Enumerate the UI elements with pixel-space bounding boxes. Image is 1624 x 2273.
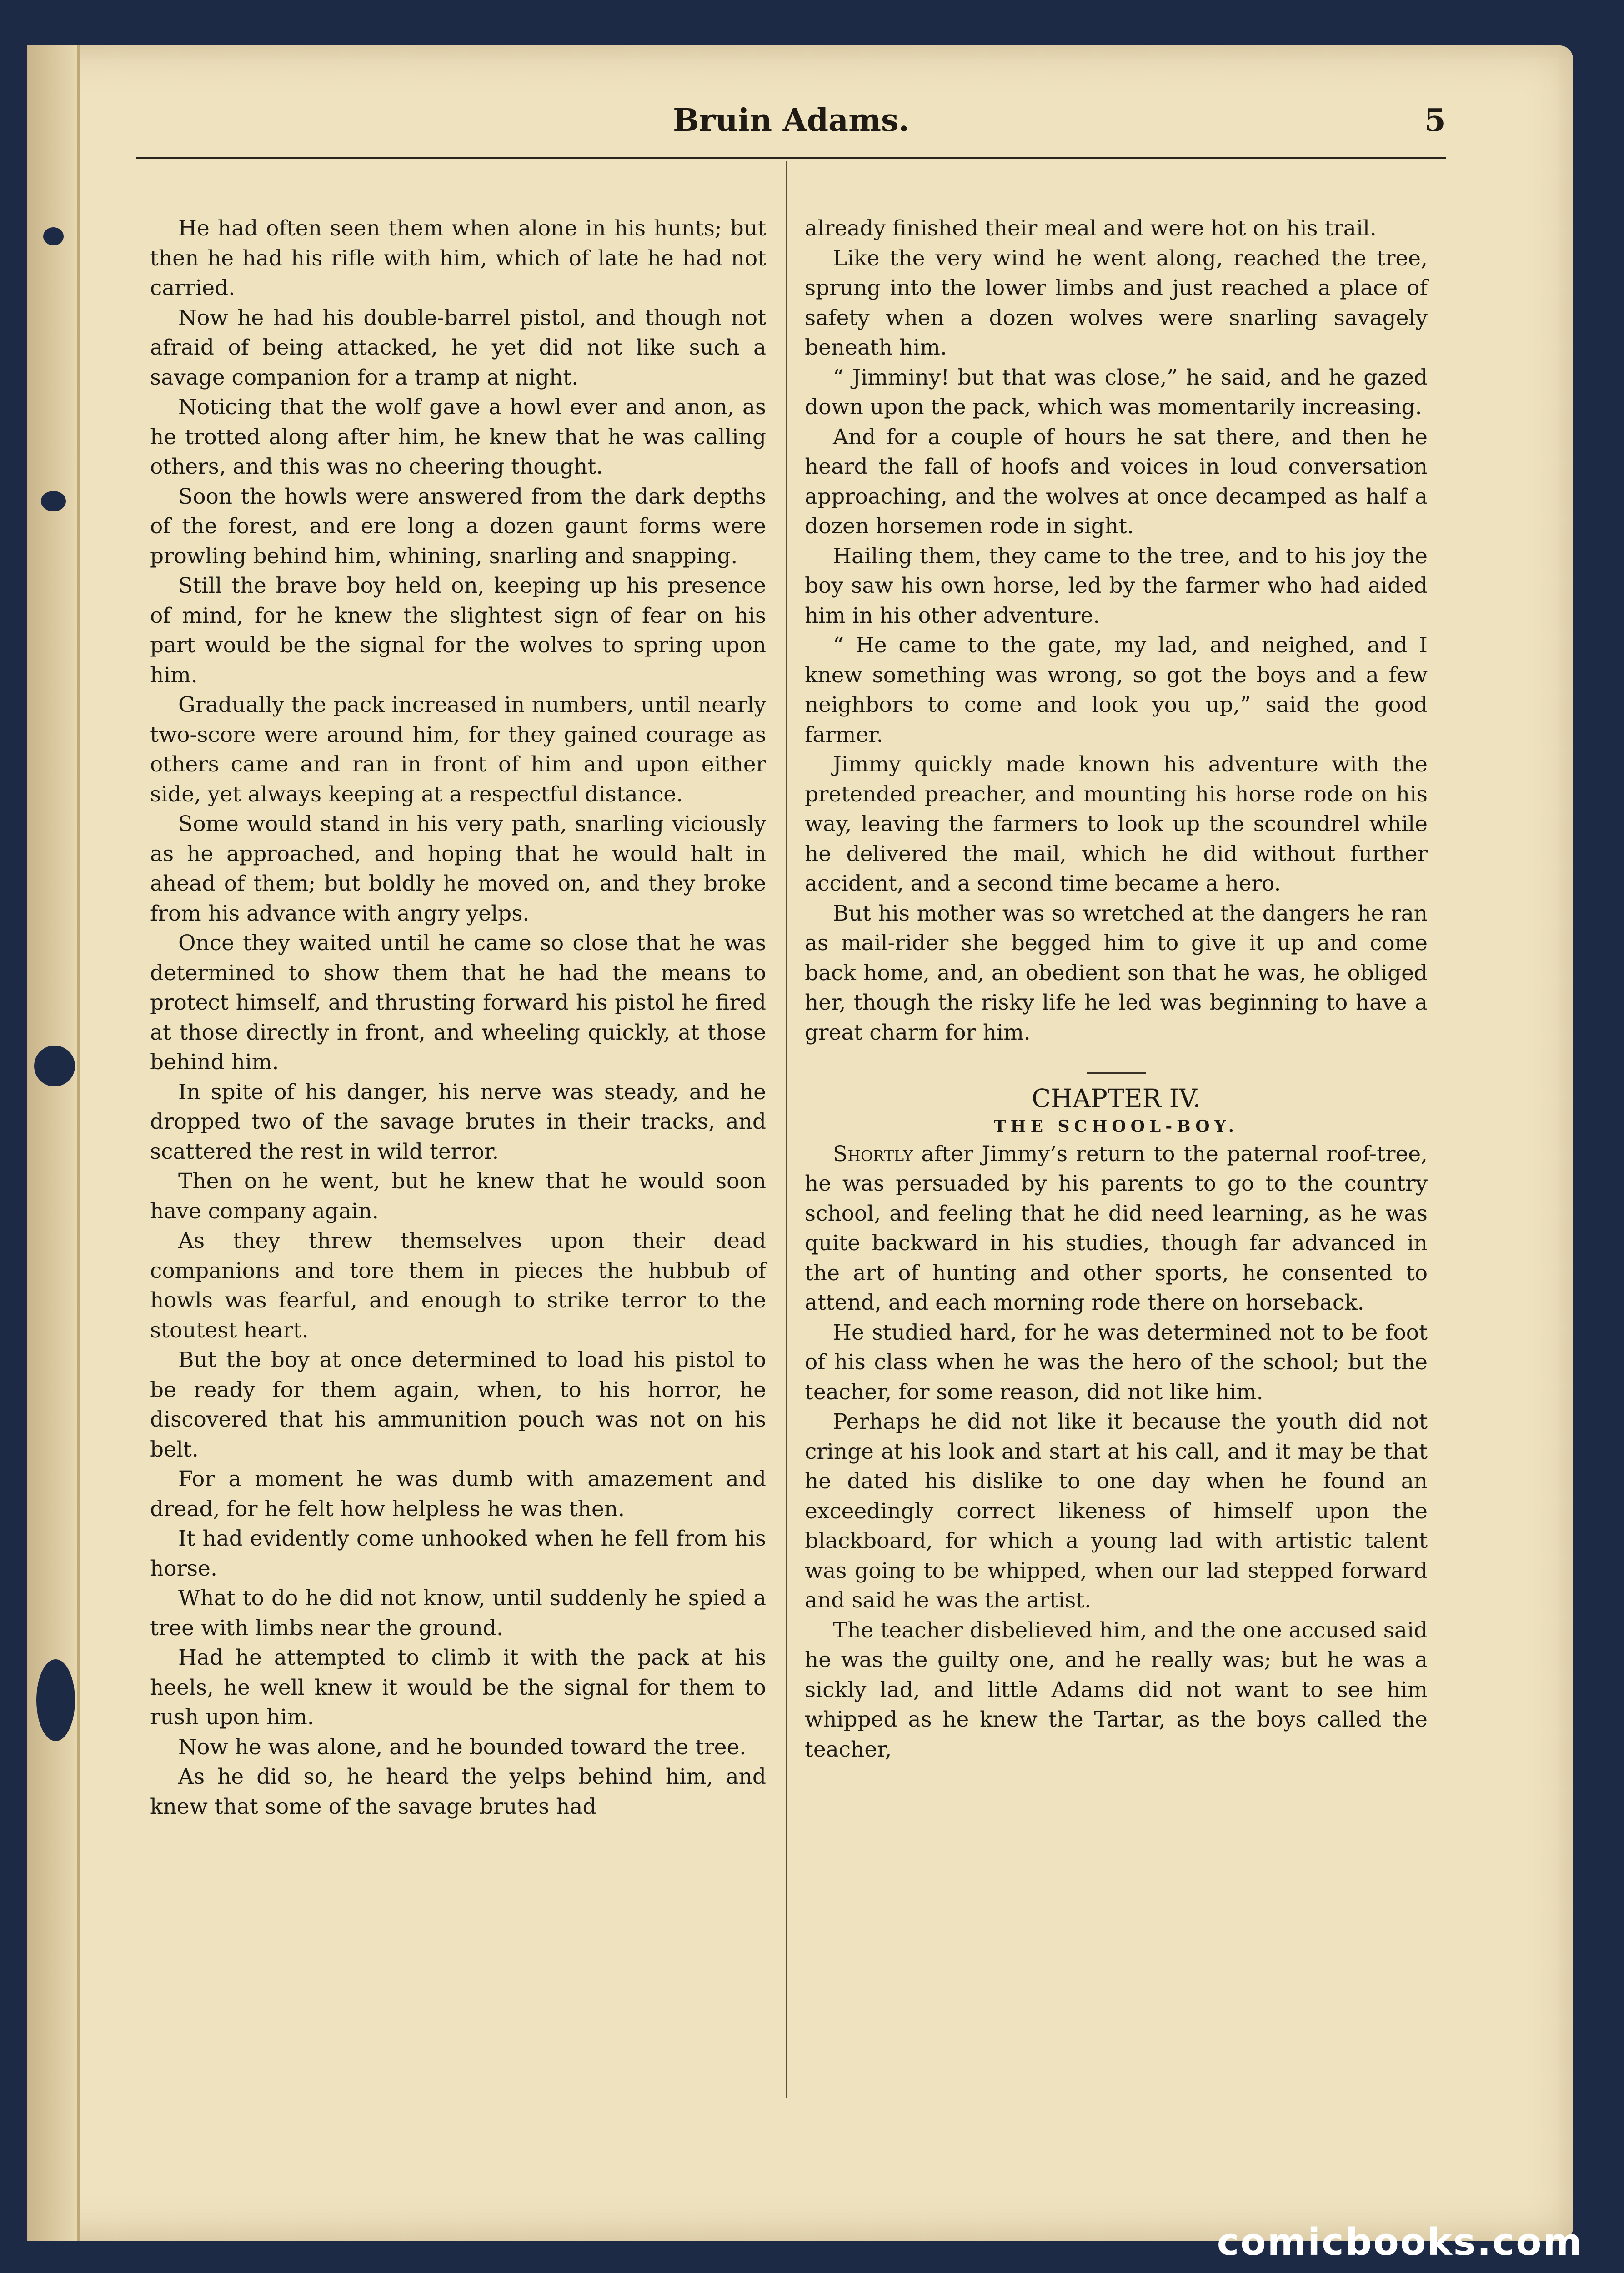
lead-word: Shortly [833,1141,913,1167]
paragraph: For a moment he was dumb with amazement and dread, for he felt how helpless he was then. [150,1467,766,1522]
chapter-subtitle: THE SCHOOL-BOY. [993,1116,1239,1136]
page-tear [41,491,66,511]
paragraph: The teacher disbelieved him, and the one accused said he was the guilty one, and he really was; but he was a sickly lad, and little Adams did not want to see him whipped as he knew the Tartar, as the boys called the teacher, [805,1617,1428,1762]
paragraph: As he did so, he heard the yelps behind him, and knew that some of the savage brutes had [150,1764,766,1819]
page-tear [36,1659,75,1741]
paragraph: Now he had his double-barrel pistol, and though not afraid of being attacked, he yet did not like such a savage companion for a tramp at night. [150,305,766,390]
paragraph: Hailing them, they came to the tree, and to his joy the boy saw his own horse, led by the farmer who had aided him in his other adventure. [805,543,1428,628]
paragraph: Perhaps he did not like it because the youth did not cringe at his look and start at his call, and it may be that he dated his dislike to one day when he found an exceedingly correct likeness of himself upon the blackboard, for which a young lad with artistic talent was going to be whipped, when our lad stepped forward and said he was the artist. [805,1409,1428,1613]
paragraph: He had often seen them when alone in his hunts; but then he had his rifle with him, which of late he had not carried. [150,216,766,300]
paragraph: Then on he went, but he knew that he would soon have company again. [150,1169,766,1224]
chapter-heading: CHAPTER IV. [1032,1084,1201,1113]
paragraph: Jimmy quickly made known his adventure with the pretended preacher, and mounting his horse rode on his way, leaving the farmers to look up the scoundrel while he delivered the mail, which he did without further accident, and a second time became a hero. [805,752,1428,896]
header-rule [136,157,1446,159]
page-tear [34,1046,75,1086]
paragraph: It had evidently come unhooked when he fell from his horse. [150,1526,766,1581]
left-column [150,214,766,1822]
paragraph: In spite of his danger, his nerve was steady, and he dropped two of the savage brutes in their tracks, and scattered the rest in wild terror. [150,1079,766,1164]
right-column [805,214,1428,1764]
paragraph: Still the brave boy held on, keeping up his presence of mind, for he knew the slightest sign of fear on his part would be the signal for the wolves to spring upon him. [150,573,766,688]
paragraph: Had he attempted to climb it with the pack at his heels, he well knew it would be the signal for them to rush upon him. [150,1645,766,1730]
paragraph: Now he was alone, and he bounded toward the tree. [178,1734,747,1760]
paragraph: Like the very wind he went along, reached the tree, sprung into the lower limbs and just reached a place of safety when a dozen wolves were snarling savagely beneath him. [805,245,1428,360]
page-tear [43,227,64,245]
chapter-first-paragraph [805,1139,1428,1318]
paragraph: As they threw themselves upon their dead companions and tore them in pieces the hubbub of howls was fearful, and enough to strike terror to the stoutest heart. [150,1228,766,1343]
first-paragraph-text: after Jimmy’s return to the paternal roof-tree, he was persuaded by his parents to go to the country school, and feeling that he did need learning, as he was quite backward in his studies, though far advanced in the art of hunting and other sports, he consented to attend, and each morning rode there on horseback. [805,1141,1428,1315]
continued-paragraph: already finished their meal and were hot on his trail. [805,216,1377,241]
paragraph: Once they waited until he came so close that he was determined to show them that he had the means to protect himself, and thrusting forward his pistol he fired at those directly in front, and wheeling quickly, at those behind him. [150,931,766,1075]
paragraph: But his mother was so wretched at the dangers he ran as mail-rider she begged him to give it up and come back home, and, an obedient son that he was, he obliged her, though the risky life he led was beginning to have a great charm for him. [805,901,1428,1045]
section-rule [1087,1072,1146,1074]
watermark-logo: comicbooks.com [1217,2221,1583,2264]
paragraph: But the boy at once determined to load his pistol to be ready for them again, when, to his horror, he discovered that his ammunition pouch was not on his belt. [150,1347,766,1462]
paragraph: And for a couple of hours he sat there, and then he heard the fall of hoofs and voices in loud conversation approaching, and the wolves at once decamped as half a dozen horsemen rode in sight. [805,424,1428,539]
paragraph: Soon the howls were answered from the dark depths of the forest, and ere long a dozen gaunt forms were prowling behind him, whining, snarling and snapping. [150,484,766,569]
running-header [136,102,1446,157]
paragraph: What to do he did not know, until suddenly he spied a tree with limbs near the ground. [150,1586,766,1641]
paragraph: Noticing that the wolf gave a howl ever and anon, as he trotted along after him, he knew that he was calling others, and this was no cheering thought. [150,395,766,479]
running-title: Bruin Adams. [673,102,909,139]
paragraph: “ Jimminy! but that was close,” he said, and he gazed down upon the pack, which was momentarily increasing. [805,365,1428,420]
paragraph: Gradually the pack increased in numbers, until nearly two-score were around him, for they gained courage as others came and ran in front of him and upon either side, yet always keeping at a respectful distance. [150,692,766,807]
paragraph: “ He came to the gate, my lad, and neighed, and I knew something was wrong, so got the boys and a few neighbors to come and look you up,” said the good farmer. [805,633,1428,747]
paragraph: Some would stand in his very path, snarling viciously as he approached, and hoping that he would halt in ahead of them; but boldly he moved on, and they broke from his advance with angry yelps. [150,811,766,926]
page-number: 5 [1424,102,1446,139]
paragraph: He studied hard, for he was determined not to be foot of his class when he was the hero of the school; but the teacher, for some reason, did not like him. [805,1320,1428,1405]
page-gutter [27,45,80,2241]
column-divider [786,161,787,2098]
